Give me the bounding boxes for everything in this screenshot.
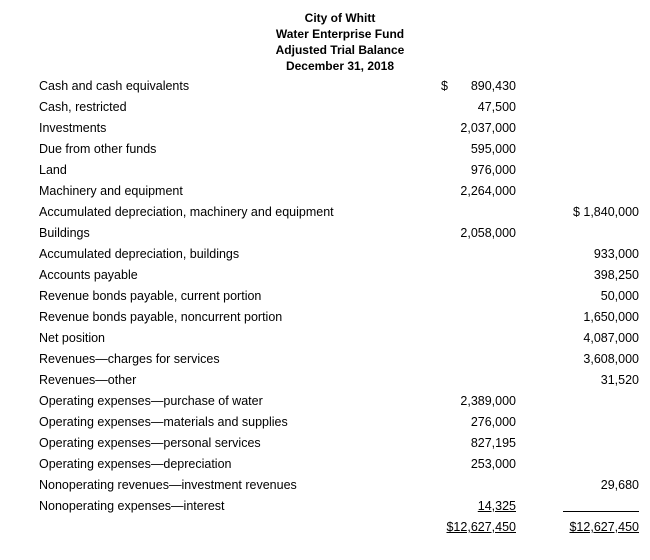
debit-amount: 2,058,000 — [460, 226, 516, 240]
table-row — [0, 181, 650, 202]
table-row — [0, 475, 650, 496]
table-row — [0, 244, 650, 265]
credit-amount: $ 1,840,000 — [572, 205, 639, 219]
debit-amount: 253,000 — [470, 457, 516, 471]
credit-amount: 1,650,000 — [583, 310, 639, 324]
account-label: Revenue bonds payable, current portion — [39, 289, 262, 303]
report-title: Adjusted Trial Balance — [275, 43, 405, 57]
account-label: Machinery and equipment — [39, 184, 183, 198]
table-row — [0, 328, 650, 349]
table-row — [0, 76, 650, 97]
table-row — [0, 412, 650, 433]
account-label: Operating expenses—depreciation — [39, 457, 232, 471]
account-label: Net position — [39, 331, 106, 345]
debit-amount: 2,264,000 — [460, 184, 516, 198]
account-label: Nonoperating revenues—investment revenues — [39, 478, 297, 492]
account-label: Cash, restricted — [39, 100, 127, 114]
debit-amount: 890,430 — [470, 79, 516, 93]
table-row — [0, 391, 650, 412]
debit-amount: 276,000 — [470, 415, 516, 429]
account-label: Operating expenses—purchase of water — [39, 394, 263, 408]
report-fund: Water Enterprise Fund — [275, 27, 405, 41]
credit-amount: 4,087,000 — [583, 331, 639, 345]
account-label: Buildings — [39, 226, 90, 240]
debit-total: $12,627,450 — [446, 520, 516, 534]
table-row — [0, 349, 650, 370]
debit-amount: 14,325 — [477, 499, 516, 513]
credit-amount: 29,680 — [600, 478, 639, 492]
credit-underline — [563, 496, 639, 517]
table-row — [0, 97, 650, 118]
account-label: Due from other funds — [39, 142, 157, 156]
trial-balance-table — [0, 76, 650, 538]
credit-amount: 50,000 — [600, 289, 639, 303]
report-date: December 31, 2018 — [285, 59, 395, 73]
account-label: Land — [39, 163, 67, 177]
debit-amount: 976,000 — [470, 163, 516, 177]
account-label: Cash and cash equivalents — [39, 79, 190, 93]
table-row — [0, 496, 650, 517]
table-row — [0, 286, 650, 307]
credit-amount: 398,250 — [593, 268, 639, 282]
table-row — [0, 370, 650, 391]
table-row — [0, 433, 650, 454]
table-row — [0, 118, 650, 139]
account-label: Revenue bonds payable, noncurrent portion — [39, 310, 283, 324]
currency-symbol: $ — [441, 79, 448, 93]
account-label: Operating expenses—materials and supplies — [39, 415, 288, 429]
account-label: Revenues—charges for services — [39, 352, 220, 366]
debit-amount: 827,195 — [470, 436, 516, 450]
account-label: Accumulated depreciation, machinery and equipment — [39, 205, 334, 219]
table-row — [0, 454, 650, 475]
credit-amount: 3,608,000 — [583, 352, 639, 366]
account-label: Operating expenses—personal services — [39, 436, 261, 450]
report-header — [0, 10, 650, 74]
credit-amount: 31,520 — [600, 373, 639, 387]
debit-amount: 2,037,000 — [460, 121, 516, 135]
debit-amount: 47,500 — [477, 100, 516, 114]
totals-row — [0, 517, 650, 538]
table-row — [0, 139, 650, 160]
account-label: Revenues—other — [39, 373, 137, 387]
table-row — [0, 307, 650, 328]
account-label: Accounts payable — [39, 268, 138, 282]
debit-amount: 2,389,000 — [460, 394, 516, 408]
table-row — [0, 160, 650, 181]
table-row — [0, 223, 650, 244]
account-label: Nonoperating expenses—interest — [39, 499, 225, 513]
debit-amount: 595,000 — [470, 142, 516, 156]
account-label: Accumulated depreciation, buildings — [39, 247, 240, 261]
credit-amount: 933,000 — [593, 247, 639, 261]
table-row — [0, 202, 650, 223]
report-entity: City of Whitt — [304, 11, 376, 25]
table-row — [0, 265, 650, 286]
account-label: Investments — [39, 121, 107, 135]
credit-total: $12,627,450 — [569, 520, 639, 534]
